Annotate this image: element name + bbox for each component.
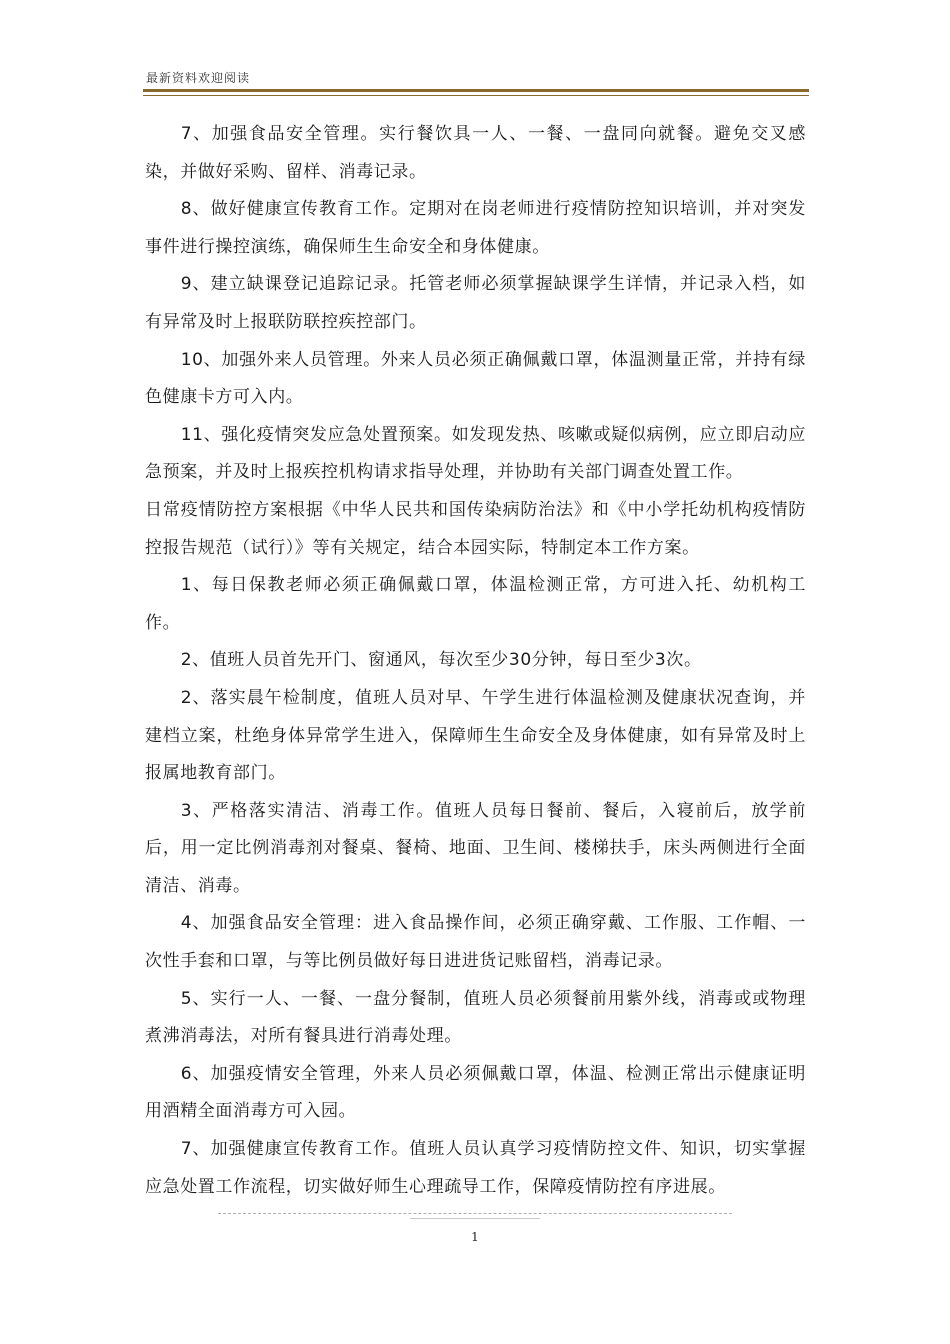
body-paragraph: 6、加强疫情安全管理，外来人员必须佩戴口罩，体温、检测正常出示健康证明用酒精全面消毒方可入园。	[145, 1063, 806, 1122]
page-number: 1	[471, 1230, 479, 1244]
document-body	[145, 116, 806, 1206]
body-paragraph: 11、强化疫情突发应急处置预案。如发现发热、咳嗽或疑似病例，应立即启动应急预案，并及时上报疾控机构请求指导处理，并协助有关部门调查处置工作。	[145, 424, 806, 483]
body-paragraph: 5、实行一人、一餐、一盘分餐制，值班人员必须餐前用紫外线，消毒或或物理煮沸消毒法，对所有餐具进行消毒处理。	[145, 988, 806, 1047]
page-header-text: 最新资料欢迎阅读	[146, 71, 251, 85]
body-paragraph: 4、加强食品安全管理：进入食品操作间，必须正确穿戴、工作服、工作帽、一次性手套和口罩，与等比例员做好每日进进货记账留档，消毒记录。	[145, 913, 806, 972]
body-paragraph: 2、落实晨午检制度，值班人员对早、午学生进行体温检测及健康状况查询，并建档立案，杜绝身体异常学生进入，保障师生生命安全及身体健康，如有异常及时上报属地教育部门。	[145, 687, 806, 784]
body-paragraph: 10、加强外来人员管理。外来人员必须正确佩戴口罩，体温测量正常，并持有绿色健康卡方可入内。	[145, 349, 806, 408]
footer-divider-short	[410, 1218, 540, 1219]
footer-divider	[218, 1213, 732, 1214]
body-paragraph: 8、做好健康宣传教育工作。定期对在岗老师进行疫情防控知识培训，并对突发事件进行操控演练，确保师生生命安全和身体健康。	[145, 199, 806, 257]
body-paragraph: 3、严格落实清洁、消毒工作。值班人员每日餐前、餐后，入寝前后，放学前后，用一定比例消毒剂对餐桌、餐椅、地面、卫生间、楼梯扶手，床头两侧进行全面清洁、消毒。	[145, 800, 806, 896]
body-paragraph: 7、加强健康宣传教育工作。值班人员认真学习疫情防控文件、知识，切实掌握应急处置工作流程，切实做好师生心理疏导工作，保障疫情防控有序进展。	[145, 1139, 806, 1197]
body-paragraph: 1、每日保教老师必须正确佩戴口罩，体温检测正常，方可进入托、幼机构工作。	[145, 575, 806, 633]
body-paragraph: 7、加强食品安全管理。实行餐饮具一人、一餐、一盘同向就餐。避免交叉感染，并做好采购、留样、消毒记录。	[145, 124, 806, 182]
header-divider-thin	[143, 95, 809, 96]
body-paragraph: 2、值班人员首先开门、窗通风，每次至少30分钟，每日至少3次。	[180, 650, 702, 671]
body-paragraph: 日常疫情防控方案根据《中华人民共和国传染病防治法》和《中小学托幼机构疫情防控报告规范（试行）》等有关规定，结合本园实际，特制定本工作方案。	[145, 499, 806, 558]
header-divider-thick	[143, 89, 809, 92]
body-paragraph: 9、建立缺课登记追踪记录。托管老师必须掌握缺课学生详情，并记录入档，如有异常及时上报联防联控疾控部门。	[145, 274, 806, 332]
